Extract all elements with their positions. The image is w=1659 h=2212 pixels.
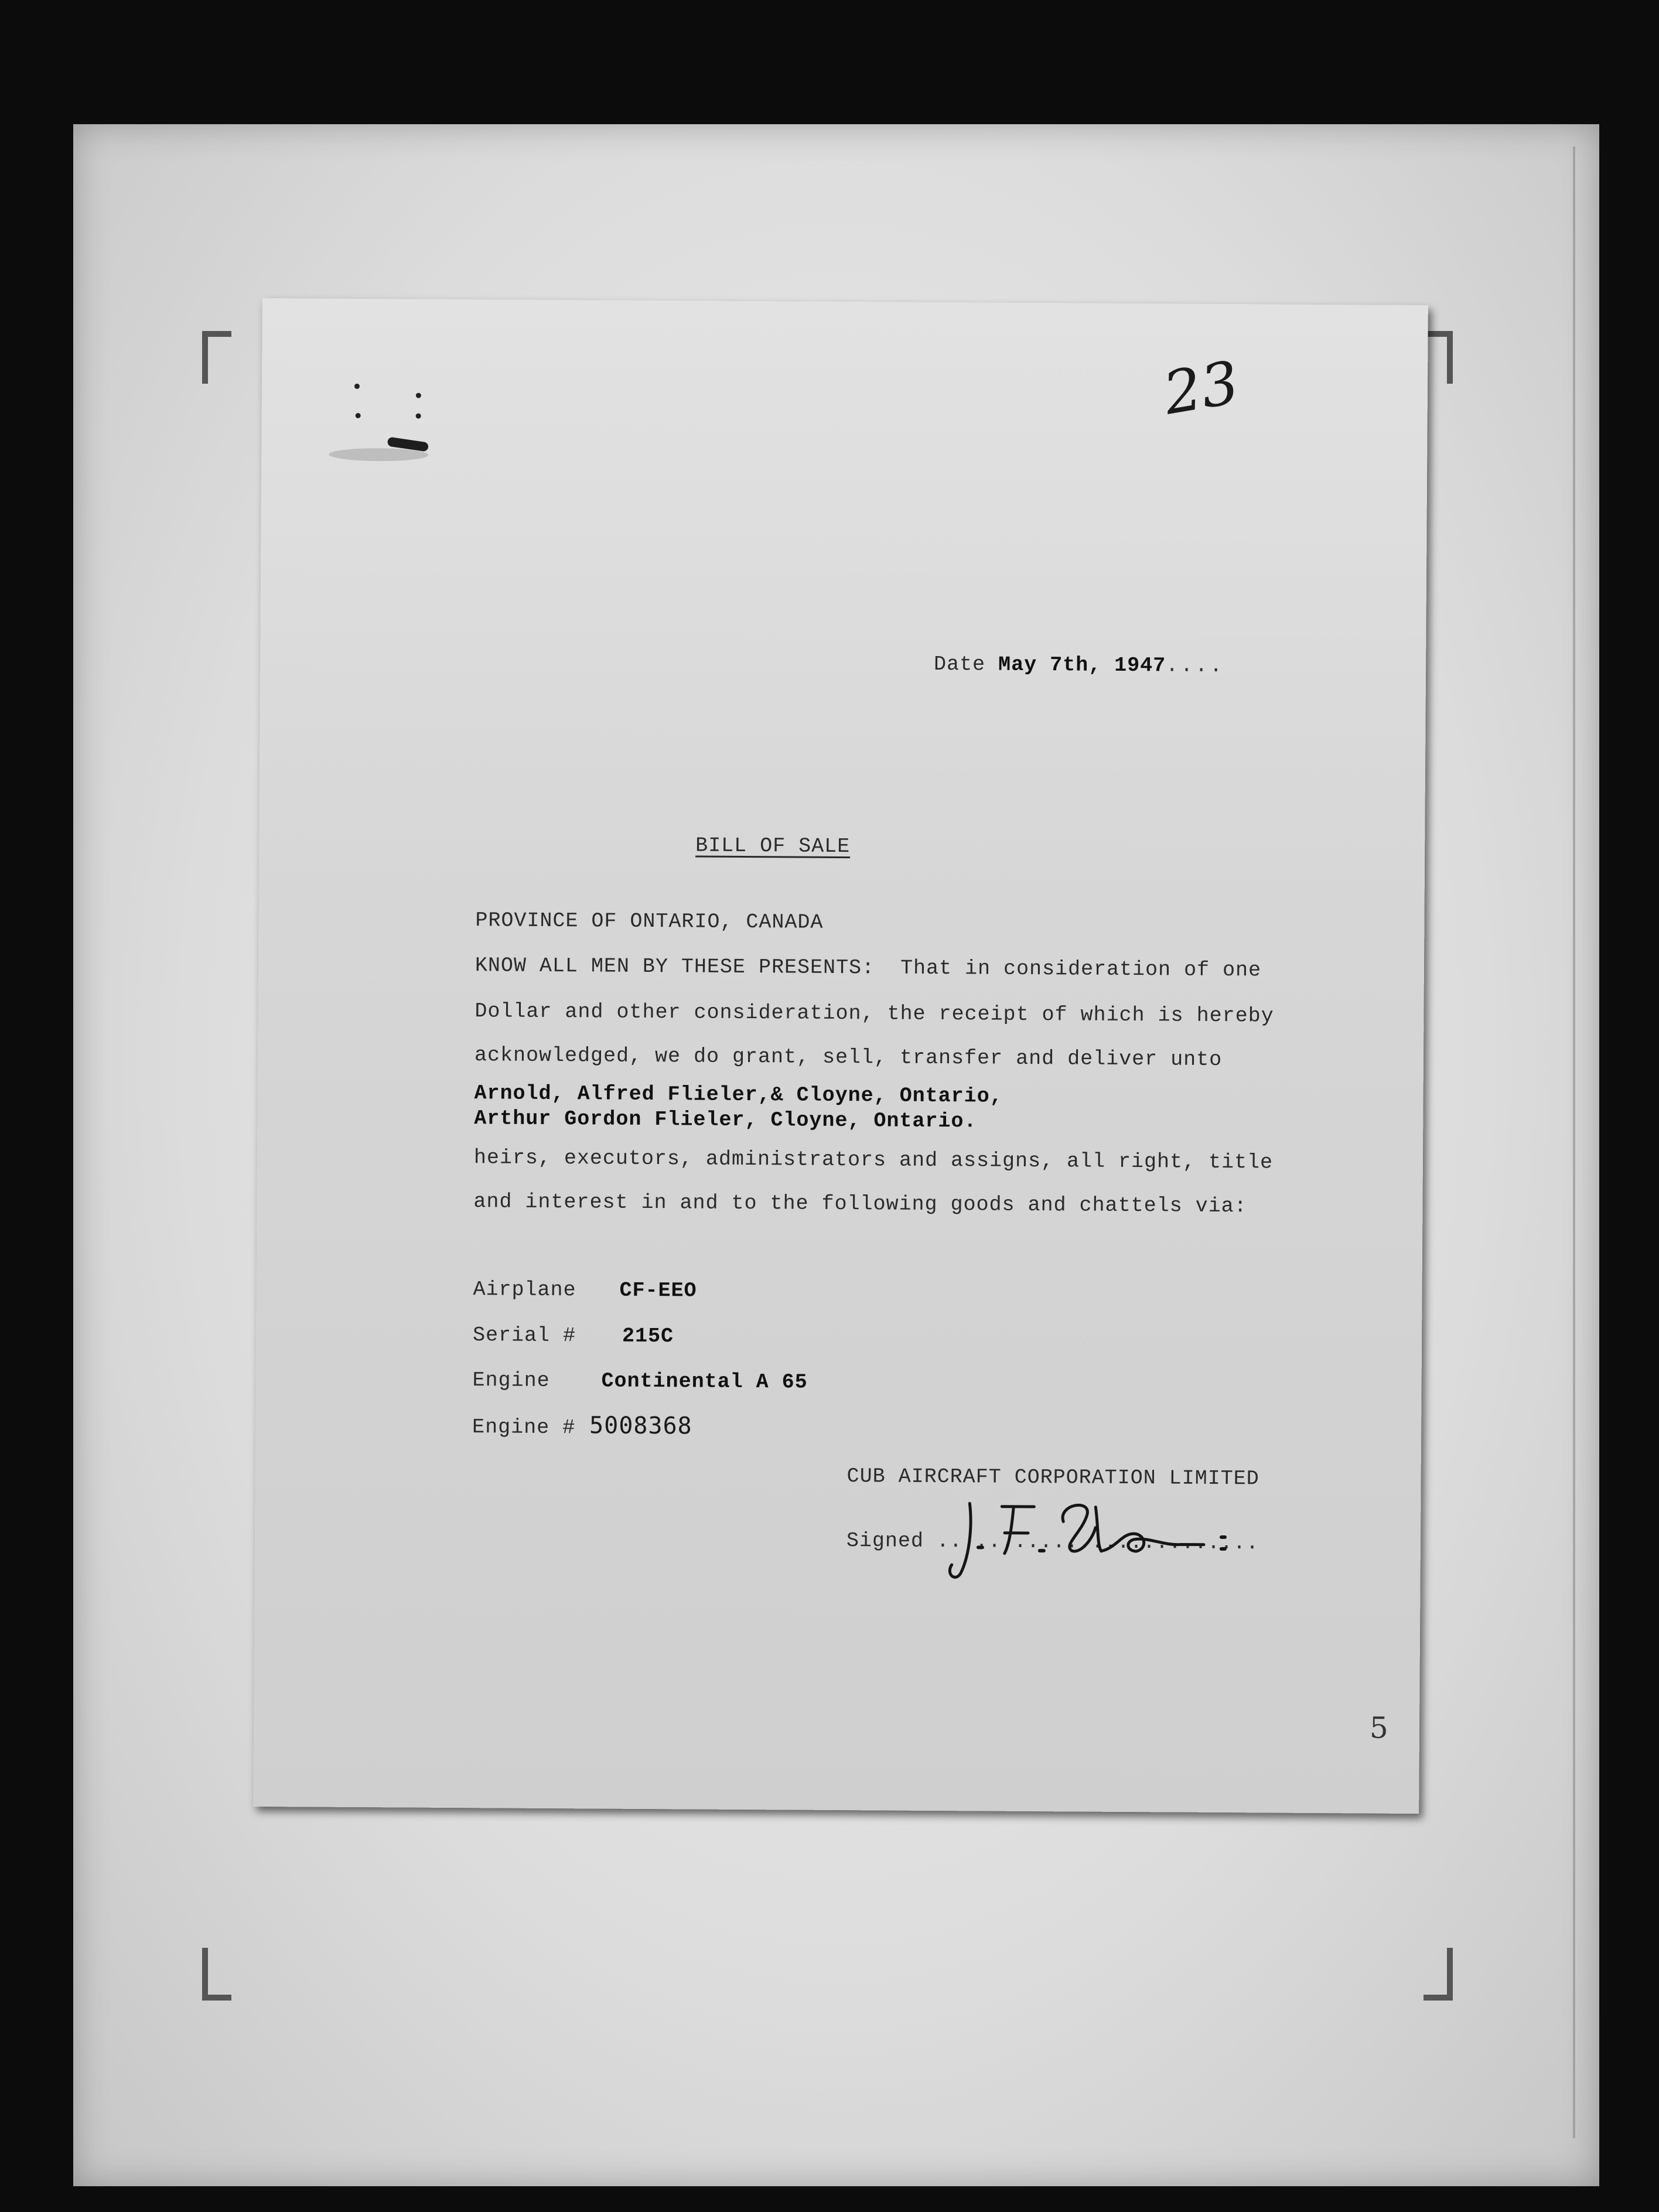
staple-smudge [329,448,428,462]
body-line: Dollar and other consideration, the receipt of which is hereby [475,999,1274,1028]
body-line: acknowledged, we do grant, sell, transfer and deliver unto [474,1043,1223,1071]
item-label-airplane: Airplane [473,1278,576,1302]
punch-hole-dot [356,413,361,418]
item-value-engine-number: 5008368 [589,1412,692,1440]
date-trailing-dots: .... [1166,654,1225,678]
company-name: CUB AIRCRAFT CORPORATION LIMITED [846,1465,1259,1491]
date-label: Date [933,652,986,677]
date-line [934,653,1224,678]
corner-crop-mark-top-left [202,331,231,384]
handwritten-signature [945,1491,1309,1588]
signed-label: Signed [846,1529,924,1553]
item-label-engine-number: Engine # [472,1415,576,1440]
punch-hole-dot [416,414,421,419]
signed-dots: ......................... [936,1530,1259,1555]
handwritten-page-number: 23 [1159,347,1244,428]
item-value-engine: Continental A 65 [601,1369,808,1394]
corner-crop-mark-bottom-left [202,1948,231,2001]
body-line: KNOW ALL MEN BY THESE PRESENTS: That in consideration of one [475,954,1262,982]
item-label-serial: Serial # [472,1323,576,1348]
item-value-serial: 215C [622,1324,674,1349]
item-value-airplane: CF-EEO [619,1278,697,1303]
body-line: heirs, executors, administrators and assigns, all right, title [473,1146,1274,1175]
date-value: May 7th, 1947 [998,653,1166,678]
corner-crop-mark-bottom-right [1424,1948,1453,2001]
punch-hole-dot [416,393,421,398]
grantee-line: Arnold, Alfred Flieler,& Cloyne, Ontario, [474,1081,1003,1108]
corner-crop-mark-top-right [1424,331,1453,384]
body-line: and interest in and to the following goods and chattels via: [473,1190,1247,1218]
mount-edge-line [1573,146,1575,2138]
bill-of-sale-page [253,298,1428,1814]
grantee-line: Arthur Gordon Flieler, Cloyne, Ontario. [474,1107,977,1134]
punch-hole-dot [354,384,360,389]
province-line: PROVINCE OF ONTARIO, CANADA [475,909,824,934]
handwritten-side-mark: 5 [1369,1711,1388,1745]
document-title: BILL OF SALE [695,834,851,859]
item-label-engine: Engine [472,1368,550,1392]
